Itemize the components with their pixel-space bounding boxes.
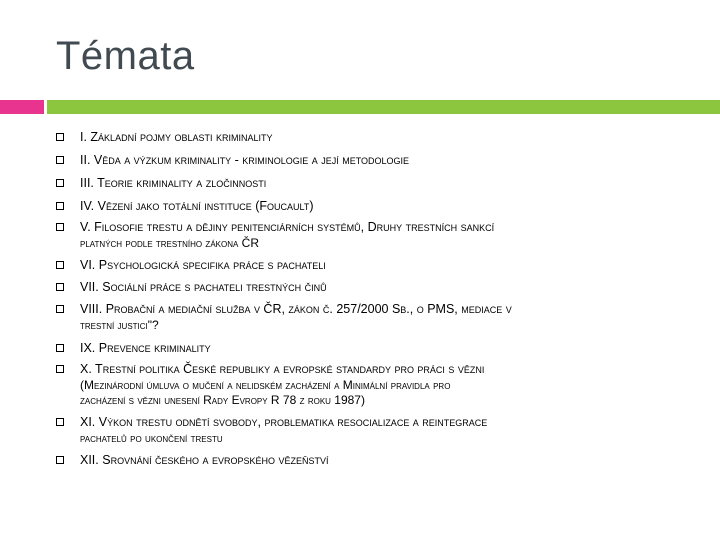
list-item-line: platných podle trestního zákona ČR bbox=[80, 236, 259, 250]
list-item-line: (Mezinárodní úmluva o mučení a nelidském zacházení a Minimální pravidla pro bbox=[80, 378, 451, 392]
list-item-text: I. Základní pojmy oblasti kriminality bbox=[80, 130, 273, 144]
list-item-text: II. Věda a výzkum kriminality - kriminologie a její metodologie bbox=[80, 153, 410, 167]
square-bullet-icon bbox=[56, 202, 64, 210]
square-bullet-icon bbox=[56, 344, 64, 352]
square-bullet-icon bbox=[56, 156, 64, 164]
list-item-text: III. Teorie kriminality a zločinnosti bbox=[80, 176, 267, 190]
list-item-line: zacházení s vězni unesení Rady Evropy R 78 z roku 1987) bbox=[80, 393, 365, 407]
list-item-line: trestní justici"? bbox=[80, 318, 159, 332]
list-item-text: IX. Prevence kriminality bbox=[80, 341, 211, 355]
accent-bar-pink bbox=[0, 100, 44, 114]
square-bullet-icon bbox=[56, 223, 64, 231]
list-item-line: pachatelů po ukončení trestu bbox=[80, 431, 223, 445]
list-item-text bbox=[80, 360, 660, 408]
list-item-line: VIII. Probační a mediační služba v ČR, zákon č. 257/2000 Sb., o PMS, mediace v bbox=[80, 302, 512, 316]
list-item-text bbox=[80, 218, 660, 251]
square-bullet-icon bbox=[56, 283, 64, 291]
list-item-text: XII. Srovnání českého a evropského vězeňství bbox=[80, 453, 329, 467]
square-bullet-icon bbox=[56, 418, 64, 426]
list-item-text: IV. Vězení jako totální instituce (Foucault) bbox=[80, 199, 314, 213]
list-item-line: X. Trestní politika České republiky a evropské standardy pro práci s vězni bbox=[80, 362, 485, 376]
accent-bar-green bbox=[47, 100, 720, 114]
slide-title: Témata bbox=[56, 34, 195, 78]
list-item-text bbox=[80, 300, 660, 333]
accent-bar bbox=[0, 100, 720, 114]
list-item-line: V. Filosofie trestu a dějiny penitenciárních systémů, Druhy trestních sankcí bbox=[80, 220, 495, 234]
square-bullet-icon bbox=[56, 261, 64, 269]
list-item-text: VII. Sociální práce s pachateli trestných činů bbox=[80, 280, 327, 294]
square-bullet-icon bbox=[56, 305, 64, 313]
square-bullet-icon bbox=[56, 456, 64, 464]
list-item-line: XI. Výkon trestu odnětí svobody, problematika resocializace a reintegrace bbox=[80, 415, 488, 429]
square-bullet-icon bbox=[56, 365, 64, 373]
list-item-text: VI. Psychologická specifika práce s pachateli bbox=[80, 258, 326, 272]
list-item-text bbox=[80, 413, 660, 446]
square-bullet-icon bbox=[56, 133, 64, 141]
square-bullet-icon bbox=[56, 179, 64, 187]
